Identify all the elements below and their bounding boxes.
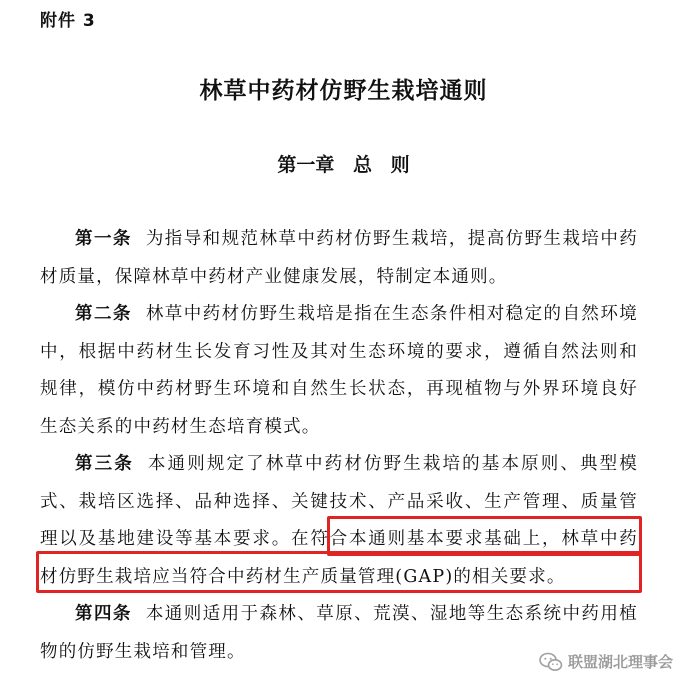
document-body [40,221,638,671]
article-1 [40,221,638,296]
article-label: 第三条 [75,454,134,474]
article-label: 第一条 [75,229,132,249]
watermark [539,651,673,672]
article-label: 第四条 [75,604,132,624]
article-3 [40,446,638,596]
attachment-label: 附件 3 [40,11,96,31]
article-text: 本通则适用于森林、草原、荒漠、湿地等生态系统中药用植物的仿野生栽培和管理。 [40,604,638,662]
article-2 [40,296,638,446]
highlighted-text: 在符合本通则基本要求基础上，林草中药材仿野生栽培应当符合中药材生产质量管理(GAP)的相关要求。 [40,529,638,587]
article-text: 本通则规定了林草中药材仿野生栽培的基本原则、典型模式、栽培区选择、品种选择、关键技术、产品采收、生产管理、质量管理以及基地建设等基本要求。 [40,454,638,549]
article-label: 第二条 [75,304,132,324]
chapter-title: 第一章 总 则 [277,154,410,176]
document-title: 林草中药材仿野生栽培通则 [199,77,488,104]
wechat-icon [539,652,563,672]
watermark-text: 联盟湖北理事会 [567,653,673,671]
article-text: 为指导和规范林草中药材仿野生栽培，提高仿野生栽培中药材质量，保障林草中药材产业健康发展，特制定本通则。 [40,229,638,287]
article-text: 林草中药材仿野生栽培是指在生态条件相对稳定的自然环境中，根据中药材生长发育习性及其对生态环境的要求，遵循自然法则和规律，模仿中药材野生环境和自然生长状态，再现植物与外界环境良好生态关系的中药材生态培育模式。 [40,304,638,437]
